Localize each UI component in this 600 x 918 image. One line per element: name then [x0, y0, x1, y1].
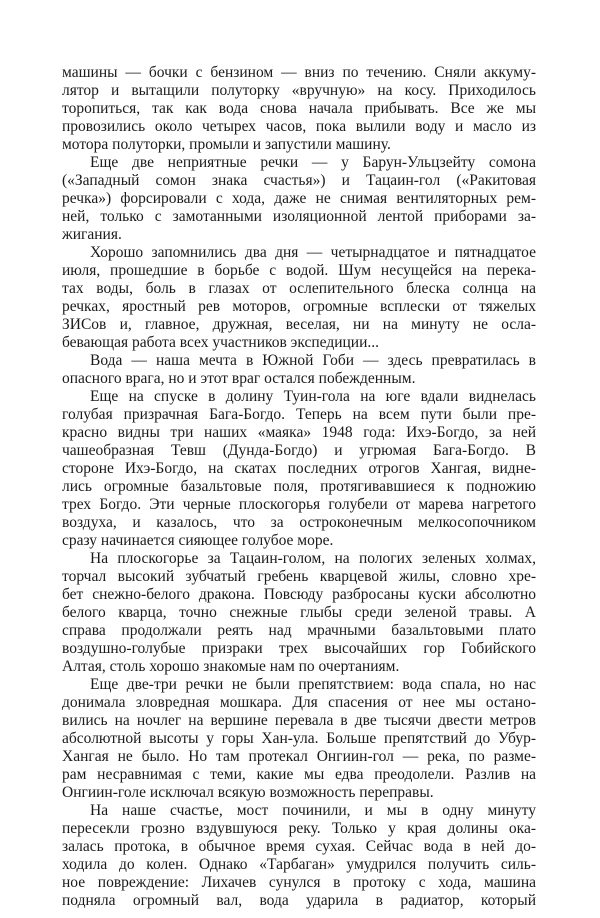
text-line: Еще две-три речки не были препятствием: вода спала, но нас	[90, 676, 536, 693]
text-line: Еще на спуске в долину Туин-гола на юге вдали виднелась	[90, 388, 536, 405]
text-line: ходила до колен. Однако «Тарбаган» умудрился получить силь-	[62, 856, 536, 873]
text-line: июля, прошедшие в борьбе с водой. Шум несущейся на перека-	[62, 262, 536, 279]
text-line: Хангая не было. Но там протекал Онгиин-гол — река, по разме-	[62, 748, 536, 765]
text-line: чашеобразная Тевш (Дунда-Богдо) и угрюмая Бага-Богдо. В	[62, 442, 536, 459]
text-line: опасного врага, но и этот враг остался побежденным.	[62, 370, 416, 387]
text-line: белого кварца, точно снежные глыбы среди зеленой травы. А	[62, 604, 536, 621]
text-line: ное повреждение: Лихачев сунулся в протоку с хода, машина	[62, 874, 536, 891]
text-line: Вода — наша мечта в Южной Гоби — здесь превратилась в	[90, 352, 536, 369]
text-line: подняла огромный вал, вода ударила в радиатор, который	[62, 892, 536, 909]
text-line: залась протока, в обычное время сухая. Сейчас вода в ней до-	[62, 838, 536, 855]
text-line: лись огромные базальтовые поля, протягивавшиеся к подножию	[62, 478, 536, 495]
text-line: воздушно-голубые призраки трех высочайших гор Гобийского	[62, 640, 536, 657]
text-line: машины — бочки с бензином — вниз по течению. Сняли аккуму-	[62, 64, 536, 81]
text-line: («Западный сомон знака счастья») и Тацаин-гол («Ракитовая	[62, 172, 536, 189]
text-line: Хорошо запомнились два дня — четырнадцатое и пятнадцатое	[90, 244, 536, 261]
text-line: ней, только с замотанными изоляционной лентой приборами за-	[62, 208, 536, 225]
text-line: речках, яростный рев моторов, огромные всплески от тяжелых	[62, 298, 536, 315]
text-line: вились на ночлег на вершине перевала в две тысячи двести метров	[62, 712, 536, 729]
text-line: сразу начинается сияющее голубое море.	[62, 532, 334, 549]
text-line: бет снежно-белого дракона. Повсюду разбросаны куски абсолютно	[62, 586, 536, 603]
text-line: голубая призрачная Бага-Богдо. Теперь на всем пути были пре-	[62, 406, 536, 423]
text-line: речка») форсировали с хода, даже не снимая вентиляторных рем-	[62, 190, 536, 207]
text-line: трех Богдо. Эти черные плоскогорья голубели от марева нагретого	[62, 496, 536, 513]
text-line: бевающая работа всех участников экспедиции...	[62, 334, 380, 351]
text-line: На наше счастье, мост починили, и мы в одну минуту	[90, 802, 536, 819]
text-line: На плоскогорье за Тацаин-голом, на пологих зеленых холмах,	[90, 550, 536, 567]
text-line: абсолютной высоты у горы Хан-ула. Больше препятствий до Убур-	[62, 730, 536, 747]
text-line: ЗИСов и, главное, дружная, веселая, ни на минуту не осла-	[62, 316, 536, 333]
text-line: справа продолжали реять над мрачными базальтовыми плато	[62, 622, 536, 639]
text-line: провозились около четырех часов, пока вылили воду и масло из	[62, 118, 536, 135]
text-line: торопиться, так как вода снова начала прибывать. Все же мы	[62, 100, 536, 117]
text-line: Алтая, столь хорошо знакомые нам по очертаниям.	[62, 658, 400, 675]
text-line: торчал высокий зубчатый гребень кварцевой жилы, словно хре-	[62, 568, 536, 585]
text-line: жигания.	[62, 226, 122, 243]
text-line: воздуха, и казалось, что за остроконечным мелкосопочником	[62, 514, 536, 531]
text-line: Онгиин-голе исключал всякую возможность переправы.	[62, 784, 434, 801]
text-line: красно видны три наших «маяка» 1948 года: Ихэ-Богдо, за ней	[62, 424, 536, 441]
text-line: мотора полуторки, промыли и запустили машину.	[62, 136, 391, 153]
text-line: тах воды, боль в глазах от ослепительного блеска солнца на	[62, 280, 536, 297]
text-line: стороне Ихэ-Богдо, на скатах последних отрогов Хангая, виднe-	[62, 460, 536, 477]
text-line: Еще две неприятные речки — у Барун-Ульцзейту сомона	[90, 154, 536, 171]
text-line: пересекли грозно вздувшуюся реку. Только у края долины ока-	[62, 820, 536, 837]
text-line: рам несравнимая с теми, какие мы едва преодолели. Разлив на	[62, 766, 536, 783]
text-line: лятор и вытащили полуторку «вручную» на косу. Приходилось	[62, 82, 536, 99]
text-line: донимала зловредная мошкара. Для спасения от нее мы остано-	[62, 694, 536, 711]
